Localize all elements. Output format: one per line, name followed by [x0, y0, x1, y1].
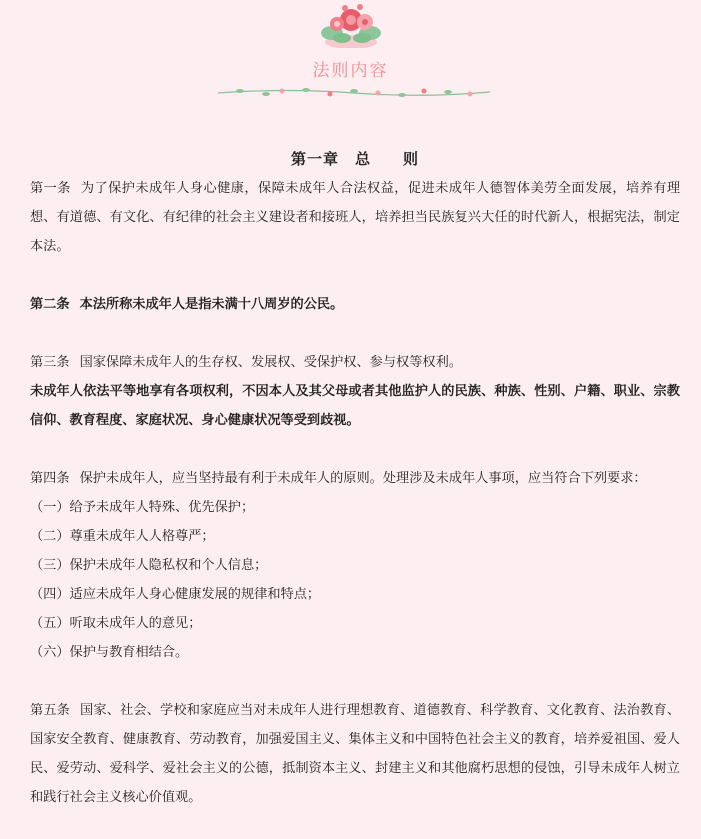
article-3 [30, 348, 680, 377]
article-text: 为了保护未成年人身心健康，保障未成年人合法权益，促进未成年人德智体美劳全面发展，培养有理想、有道德、有文化、有纪律的社会主义建设者和接班人，培养担当民族复兴大任的时代新人，根据宪法，制定本法。 [30, 181, 681, 254]
article-number: 第二条 [30, 297, 70, 312]
list-item: （三）保护未成年人隐私权和个人信息； [30, 558, 268, 573]
article-1 [30, 174, 680, 261]
article-number: 第一条 [30, 181, 71, 196]
article-text: 国家保障未成年人的生存权、发展权、受保护权、参与权等权利。 [79, 355, 462, 370]
article-2 [30, 290, 680, 319]
article-4 [30, 464, 680, 493]
article-text: 国家、社会、学校和家庭应当对未成年人进行理想教育、道德教育、科学教育、文化教育、法治教育、国家安全教育、健康教育、劳动教育，加强爱国主义、集体主义和中国特色社会主义的教育，培养爱祖国、爱人民、爱劳动、爱科学、爱社会主义的公德，抵制资本主义、封建主义和其他腐朽思想的侵蚀，引导未成年人树立和践行社会主义核心价值观。 [30, 703, 681, 805]
chapter-title: 第一章 总 则 [290, 150, 419, 168]
article-number: 第四条 [30, 471, 70, 486]
list-item: （二）尊重未成年人人格尊严； [30, 529, 215, 544]
article-text: 保护未成年人，应当坚持最有利于未成年人的原则。处理涉及未成年人事项，应当符合下列要求： [79, 471, 647, 486]
article-number: 第三条 [30, 355, 70, 370]
list-item: （四）适应未成年人身心健康发展的规律和特点； [30, 587, 321, 602]
list-item: （一）给予未成年人特殊、优先保护； [30, 500, 255, 515]
article-text: 本法所称未成年人是指未满十八周岁的公民。 [79, 297, 344, 312]
flower-bouquet-icon [318, 2, 384, 48]
article-content [30, 146, 680, 812]
article-3-bold-text: 未成年人依法平等地享有各项权利，不因本人及其父母或者其他监护人的民族、种族、性别、户籍、职业、宗教信仰、教育程度、家庭状况、身心健康状况等受到歧视。 [30, 384, 680, 428]
list-item: （五）听取未成年人的意见； [30, 616, 202, 631]
article-number: 第五条 [30, 703, 71, 718]
header-decoration [0, 0, 701, 110]
section-title: 法则内容 [312, 61, 389, 81]
article-5 [30, 696, 680, 812]
list-item: （六）保护与教育相结合。 [30, 645, 189, 660]
vine-divider-icon [218, 84, 490, 100]
